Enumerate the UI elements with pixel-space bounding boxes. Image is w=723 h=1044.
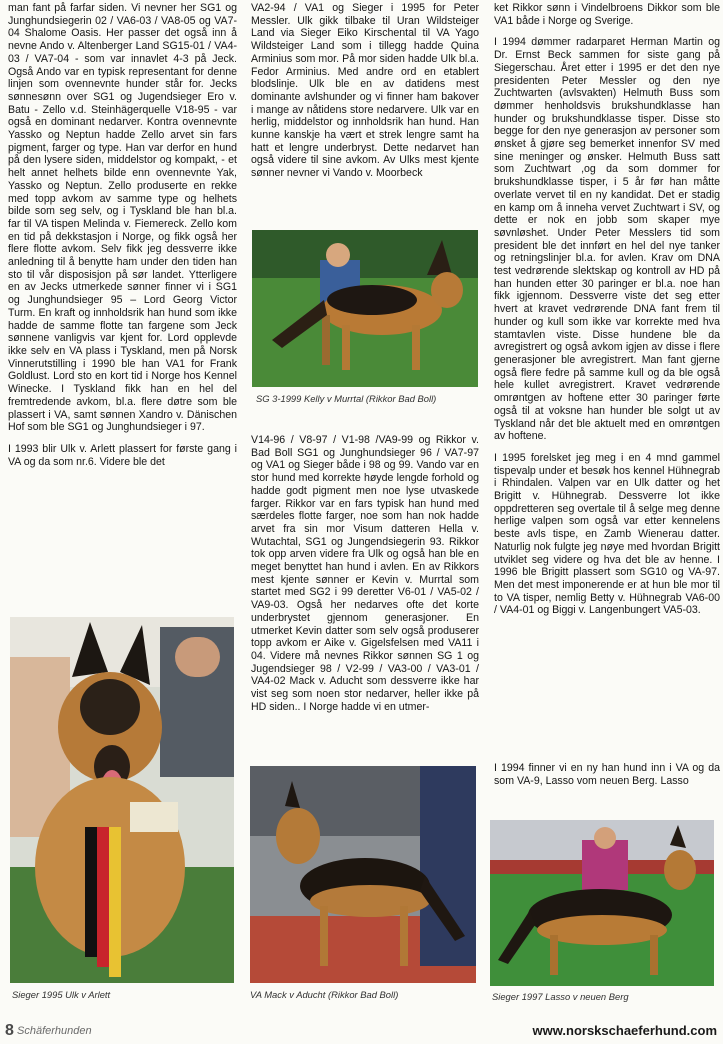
dog-photo-graphic	[250, 766, 476, 983]
dog-photo-graphic	[490, 820, 714, 986]
photo-caption: Sieger 1997 Lasso v neuen Berg	[492, 991, 629, 1002]
page-number: 8	[5, 1022, 14, 1039]
body-paragraph: I 1994 finner vi en ny han hund inn i VA og da som VA-9, Lasso vom neuen Berg. Lasso	[494, 762, 720, 787]
column-1	[8, 2, 237, 477]
column-3-top	[494, 2, 720, 626]
magazine-name: Schäferhunden	[17, 1025, 92, 1037]
photo-kelly-v-murrtal	[252, 230, 478, 387]
body-paragraph: I 1995 forelsket jeg meg i en 4 mnd gammel tispevalp under et besøk hos kennel Hühnegrab i Rhindalen. Valpen var en Ulk datter og het Brigitt v. Hühnegrab. Dessverre lot ikke oppdretteren seg overtale til å selge meg denne herlige valpen som også var etter kennelens beste avls tispe, en Zamb Wienerau datter. Naturlig nok fulgte jeg nøye med hvordan Brigitt utviklet seg videre og hva det ble av henne. I 1996 ble Brigitt plassert som SG10 og VA-97. Men det mest imponerende er at hun ble mor til to VA tisper, nemlig Betty v. Hühnegrab VA6-00 / VA4-01 og Biggi v. Langenbungert VA5-03.	[494, 451, 720, 617]
column-2-bottom	[251, 434, 479, 722]
website-url: www.norskschaeferhund.com	[532, 1023, 717, 1038]
column-2-top	[251, 2, 479, 189]
photo-caption: SG 3-1999 Kelly v Murrtal (Rikkor Bad Boll)	[256, 393, 437, 404]
photo-caption: Sieger 1995 Ulk v Arlett	[12, 989, 111, 1000]
page-footer	[0, 1018, 723, 1044]
body-paragraph: V14-96 / V8-97 / V1-98 /VA9-99 og Rikkor v. Bad Boll SG1 og Junghundsieger 96 / VA7-97 og VA1 og Sieger både i 98 og 99. Vando var en stor hund med korrekte høyde lengde forhold og hadde godt pigment men noe lyse utvaskede farger. Rikkor var en fars typisk han hund med særdeles flotte farger, noe som han nok hadde arvet fra sin mor Visum datteren Hella v. Wutachtal, SG1 og Jungendsiegerin 93. Rikkor tok opp arven videre fra Ulk og også han ble en meget benyttet han hund i avlen. En av Rikkors mest kjente sønner er Kevin v. Murrtal som startet med SG2 i 99 deretter V6-01 / VA5-02 / VA9-03. Også her nedarves ofte det korte underbrystet gjennom generasjoner. En utmerket Kevin datter som selv også produserer topp avkom er Aike v. Gigelsfelsen med VA11 i 04. Videre må nevnes Rikkor sønnen SG 1 og Jugendsieger 98 / V2-99 / VA3-00 / VA3-01 / VA4-02 Mack v. Aducht som dessverre ikke har vist seg som noen stor nedarver, heller ikke på HD siden.. I Norge hadde vi en utmer-	[251, 434, 479, 713]
column-3-bottom	[494, 762, 720, 796]
body-paragraph: I 1993 blir Ulk v. Arlett plassert for første gang i VA og da som nr.6. Videre ble det	[8, 442, 237, 468]
dog-photo-graphic	[10, 617, 234, 983]
body-paragraph: I 1994 dømmer radarparet Herman Martin og Dr. Ernst Beck sammen for siste gang på Siegerschau. Året etter i 1995 er det den nye presidenten Peter Messler og den nye Zuchtwarten (avlsvakten) Helmuth Buss som dømmer henholdsvis brukshundklasse han hunder og brukshundklasse tisper. Disse sto begge for den nye generasjon av personer som ønsket å gjøre seg bemerket innenfor SV med sine meninger og ønsker. Helmuth Buss satt som Zuchtwart ,og da som dommer for brukshundklasse tisper, i 5 år før han måtte overlate vervet til en ny kandidat. Det er stadig en kamp om å inneha vervet Zuchtwart i SV, og dette er nok en jobb som skaper mye søvnløshet. Under Peter Messlers tid som president ble det innført en hel del nye tanker og retningslinjer bl.a. for avlen. Krav om DNA test vedrørende slektskap og kontroll av HD på han hunden etter 30 paringer er bl.a. noe han fikk igjennom. Dessverre viste det seg etter hvert at kravet vedrørende DNA fant frem til hunder og kull som ikke var korrekte med hva stamtavlen viste. Disse hundene ble da avregistrert og også avkom igjen av disse i flere generasjoner ble avregistrert. Man fant gjerne også flere fedre på samme kull og da ble også hele kullet avregistrert. Kravet vedrørende omrøntgen av hoftene etter 30 paringer førte også til at voksne han hunder ble solgt ut av Tyskland når det ble aktuelt med en omrøntgen av hoftene.	[494, 36, 720, 443]
body-paragraph: ket Rikkor sønn i Vindelbroens Dikkor som ble VA1 både i Norge og Sverige.	[494, 2, 720, 27]
photo-lasso-v-neuen-berg	[490, 820, 714, 986]
photo-mack-v-aducht	[250, 766, 476, 983]
photo-caption: VA Mack v Aducht (Rikkor Bad Boll)	[250, 989, 399, 1000]
dog-photo-graphic	[252, 230, 478, 387]
body-paragraph: man fant på farfar siden. Vi nevner her SG1 og Junghundsiegerin 02 / VA6-03 / VA8-05 og VA7-04 Shalome Oasis. Her passer det også inn å nevne Ando v. Altenberger Land SG15-01 / VA4-03 / VA7-04 - som var innavlet 4-3 på Jeck. Også Ando var en typisk representant for denne linjen som ovennevnte hunder står for. Jecks sønnesønn over SG1 og Jugendsieger Ero v. Batu - Zello v.d. Steinhägerquelle V18-95 - var også en dominant nedarver. Kontra ovennevnte Yassko og Neptun hadde Zello arvet sin fars pigment, farger og type. Han var derfor en hund på den lysere siden, middelstor og kompakt, - et helt annet helhets bilde enn ovennevnte Yak, Yassko og Neptun. Zello produserte en rekke med topp avkom av samme type og helhets bilde som seg selv, og i Tyskland ble han bl.a. far til VA tispen Melinda v. Fiemereck. Zello kom en tid på dekkstasjon i Norge, og fikk også her flere flotte avkom. Selv fikk jeg dessverre ikke anledning til å benytte ham under den tiden han sto til vår disposisjon på sør landet. Ytterligere en av Jecks utmerkede sønner finner vi i SG1 og Junghundsieger 95 – Lord Georg Victor Turm. En kraft og innholdsrik han hund som ikke hadde de samme flotte tan fargene som Jeck sønnene vanligvis var kjent for. Lord opplevde ikke selv en VA plass i Tyskland, men på Norsk Vinnerutstilling i 1990 ble han VA1 for Frank Goldlust. Lord sto en kort tid i Norge hos Kennel Winecke. I Tyskland fikk han en hel del fremtredende avkom, bl.a. flere døtre som ble plassert i VA, samt sønnen Xandro v. Dänischen Hof som ble SG1 og Junghundsieger i 97.	[8, 2, 237, 434]
body-paragraph: VA2-94 / VA1 og Sieger i 1995 for Peter Messler. Ulk gikk tilbake til Uran Wildsteiger Land via Sieger Eiko Kirschental til VA Yago Wildsteiger Land som i tillegg hadde Quina Arminius som mor. På mor siden hadde Ulk bl.a. Fedor Arminius. Med andre ord en etablert blodslinje. Ulk ble en av datidens mest dominante avlshunder og vi finner ham bakover i mange av nåtidens store nedarvere. Ulk var en herlig, middelstor og innholdsrik han hund. Han kunne kanskje ha vært et strek lengre samt ha hatt et lengre underbryst. Dette nedarvet han også videre til sine avkom. Av Ulks mest kjente sønner nevner vi Vando v. Moorbeck	[251, 2, 479, 180]
photo-ulk-v-arlett	[10, 617, 234, 983]
